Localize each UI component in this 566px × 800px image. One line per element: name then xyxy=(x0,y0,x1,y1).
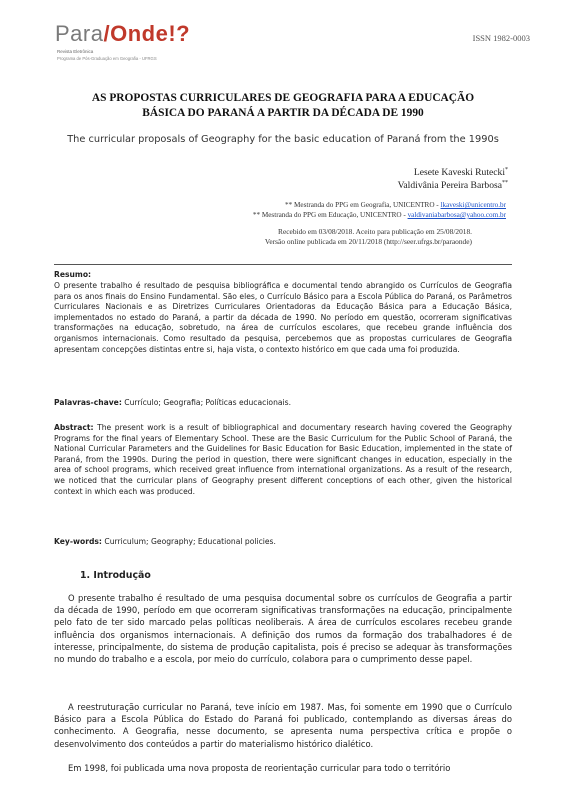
logo-onde: Onde!? xyxy=(110,21,191,46)
affiliation-2-text: ** Mestranda do PPG em Educação, UNICENTRO - xyxy=(252,211,408,219)
logo-wordmark xyxy=(55,22,190,46)
article-subtitle: The curricular proposals of Geography for the basic education of Paraná from the 1990s xyxy=(67,134,499,145)
email-link-1[interactable]: lkaveski@unicentro.br xyxy=(440,201,506,209)
received-dates: Recebido em 03/08/2018. Aceito para publicação em 25/08/2018. xyxy=(278,227,472,236)
online-date: Versão online publicada em 20/11/2018 (http://seer.ufrgs.br/paraonde) xyxy=(264,237,472,246)
section-heading-introducao: 1. Introdução xyxy=(80,570,151,581)
resumo-text: O presente trabalho é resultado de pesquisa bibliográfica e documental tendo abrangido os Currículos de Geografia para os anos finais do Ensino Fundamental. São eles, o Currículo Básico para a Escola Pública do Paraná, os Parâmetros Curriculares Nacionais e as Diretrizes Curriculares Orientadoras da Educação Básica para a Educação Básica, implementados no estado do Paraná, a partir da década de 1990. No período em questão, ocorreram significativas transformações na educação, sobretudo, na área de currículos escolares, que recebeu grande influência dos organismos internacionais. Como resultado da pesquisa, percebemos que as propostas curriculares de Geografia apresentam concepções distintas entre si, haja vista, o contexto histórico em que cada uma foi produzida. xyxy=(54,281,512,354)
divider xyxy=(54,264,512,265)
article-title xyxy=(40,91,526,121)
keywords-text: Curriculum; Geography; Educational policies. xyxy=(101,537,276,546)
author-2 xyxy=(398,180,508,191)
author-1-name: Lesete Kaveski Rutecki xyxy=(413,167,505,179)
title-line-1: AS PROPOSTAS CURRICULARES DE GEOGRAFIA PARA A EDUCAÇÃO xyxy=(91,92,475,104)
palavras-chave-label: Palavras-chave: xyxy=(54,398,122,407)
abstract xyxy=(54,423,512,497)
keywords-label: Key-words: xyxy=(54,537,102,546)
palavras-chave xyxy=(54,398,291,407)
keywords xyxy=(54,537,276,546)
journal-logo xyxy=(55,22,195,70)
logo-para: Para xyxy=(55,21,104,46)
intro-paragraph-3: Em 1998, foi publicada uma nova proposta de reorientação curricular para todo o território xyxy=(68,763,451,773)
logo-slash: / xyxy=(103,21,111,46)
palavras-chave-text: Currículo; Geografia; Políticas educacionais. xyxy=(121,398,292,407)
affiliation-2 xyxy=(253,211,506,219)
logo-subtitle: Revista Eletrônica xyxy=(57,49,94,54)
intro-paragraph-1: O presente trabalho é resultado de uma pesquisa documental sobre os currículos de Geografia a partir da década de 1990, período em que ocorreram significativas transformações na educação, principalmente pelo fato de ter sido marcado pelas políticas neoliberais. A área de currículos escolares recebeu grande influência dos organismos internacionais. A definição dos rumos da formação dos trabalhadores é de interesse, principalmente, do sistema de produção capitalista, pois é preciso se adequar às transformações no mundo do trabalho e a escola, por meio do currículo, colabora para o cumprimento desse papel. xyxy=(54,593,512,665)
title-line-2: BÁSICA DO PARANÁ A PARTIR DA DÉCADA DE 1990 xyxy=(142,107,424,119)
issn: ISSN 1982-0003 xyxy=(472,33,530,43)
author-2-name: Valdivânia Pereira Barbosa xyxy=(397,180,502,192)
email-link-2[interactable]: valdivaniabarbosa@yahoo.com.br xyxy=(407,211,506,219)
author-1-mark: * xyxy=(505,167,508,173)
author-1 xyxy=(414,167,508,178)
resumo-label: Resumo: xyxy=(54,270,92,279)
affiliation-1 xyxy=(285,201,506,209)
author-2-mark: ** xyxy=(502,180,508,186)
affiliation-1-text: ** Mestranda do PPG em Geografia, UNICENTRO - xyxy=(285,201,441,209)
abstract-text: The present work is a result of bibliographical and documentary research having covered the Geography Programs for the final years of Elementary School. These are the Basic Curriculum for the Public School of Paraná, the National Curricular Parameters and the Guidelines for Basic Education for Basic Education, implemented in the state of Paraná, from the 1990s. During the period in question, there were significant changes in education, especially in the area of school programs, which received great influence from international organizations. As a result of the research, we noticed that the curricular plans of Geography present different conceptions of each other, given the historical context in which each was produced. xyxy=(54,423,512,496)
intro-paragraph-2: A reestruturação curricular no Paraná, teve início em 1987. Mas, foi somente em 1990 que o Currículo Básico para a Escola Pública do Estado do Paraná foi publicado, contemplando as diversas áreas do conhecimento. A Geografia, nesse documento, se apresenta numa perspectiva crítica e propõe o desenvolvimento dos conteúdos a partir do materialismo histórico dialético. xyxy=(54,702,512,749)
abstract-label: Abstract: xyxy=(54,423,94,432)
logo-program: Programa de Pós-Graduação em Geografia - UFRGS xyxy=(57,56,157,61)
